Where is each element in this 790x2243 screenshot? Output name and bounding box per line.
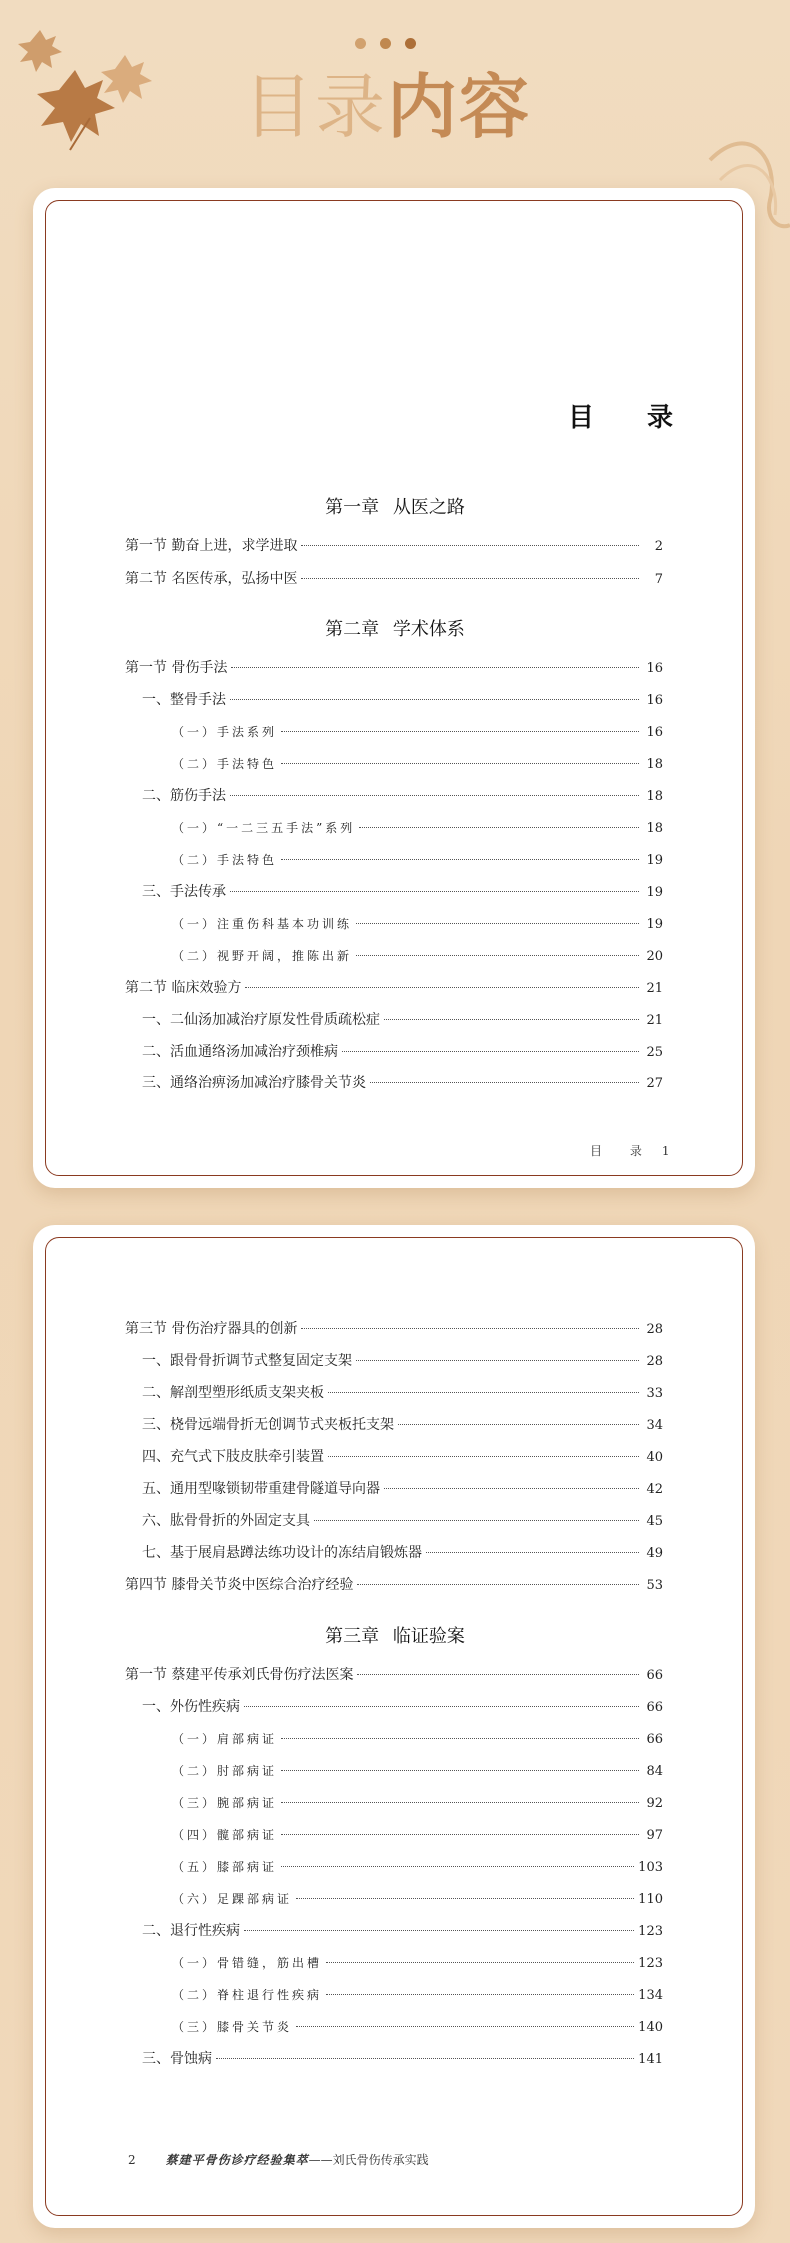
toc-entry[interactable]: [142, 1542, 663, 1564]
toc-entry[interactable]: [125, 535, 663, 557]
dot-leader: [231, 667, 639, 668]
toc-entry[interactable]: [172, 2016, 663, 2038]
toc-entry-label: （五）膝部病证: [172, 1860, 278, 1874]
toc-entry[interactable]: [172, 1952, 663, 1974]
chapter-heading: 第一章 从医之路: [325, 497, 465, 518]
toc-entry[interactable]: [142, 1696, 663, 1718]
toc-entry-label: 二、活血通络汤加减治疗颈椎病: [142, 1044, 338, 1060]
toc-entry-label: 第三节 骨伤治疗器具的创新: [125, 1321, 298, 1337]
dot-leader: [281, 1770, 639, 1771]
toc-entry-label: （一）“一二三五手法”系列: [172, 821, 356, 835]
toc-entry[interactable]: [172, 945, 663, 967]
banner-title-bold: 内容: [387, 66, 531, 148]
dot: [355, 38, 366, 49]
toc-entry-label: （三）腕部病证: [172, 1796, 278, 1810]
toc-entry[interactable]: [142, 1414, 663, 1436]
toc-entry-label: 四、充气式下肢皮肤牵引装置: [142, 1449, 324, 1465]
dot-leader: [326, 1994, 634, 1995]
maple-leaves-icon: [0, 0, 200, 170]
toc-entry-label: （一）骨错缝，筋出槽: [172, 1956, 323, 1970]
toc-entry[interactable]: [142, 1350, 663, 1372]
toc-entry[interactable]: [142, 689, 663, 711]
toc-entry[interactable]: [172, 721, 663, 743]
toc-entry-label: 六、肱骨骨折的外固定支具: [142, 1513, 310, 1529]
dot-leader: [426, 1552, 639, 1553]
toc-entry[interactable]: [125, 977, 663, 999]
dot: [380, 38, 391, 49]
toc-entry-page: 141: [638, 2052, 663, 2067]
toc-entry[interactable]: [142, 2048, 663, 2070]
toc-entry-label: 五、通用型喙锁韧带重建骨隧道导向器: [142, 1481, 380, 1497]
dot-leader: [216, 2058, 634, 2059]
toc-entry-label: 第二节 名医传承，弘扬中医: [125, 571, 298, 587]
toc-entry-page: 7: [654, 572, 663, 587]
dot-leader: [281, 763, 639, 764]
dot-leader: [301, 545, 639, 546]
dot-leader: [301, 578, 639, 579]
toc-entry[interactable]: [125, 1664, 663, 1686]
toc-entry-page: 66: [646, 1700, 663, 1715]
toc-entry-page: 16: [646, 693, 663, 708]
toc-entry-page: 19: [646, 885, 663, 900]
toc-entry-page: 18: [646, 789, 663, 804]
toc-entry-page: 49: [646, 1546, 663, 1561]
footer-label: 目 录: [590, 1144, 654, 1158]
toc-entry-label: （一）注重伤科基本功训练: [172, 917, 353, 931]
toc-entry-label: （二）脊柱退行性疾病: [172, 1988, 323, 2002]
toc-entry[interactable]: [172, 753, 663, 775]
toc-entry-page: 110: [638, 1892, 663, 1907]
toc-entry[interactable]: [172, 1760, 663, 1782]
toc-entry[interactable]: [142, 1446, 663, 1468]
dot-leader: [328, 1456, 639, 1457]
toc-entry-label: 三、通络治痹汤加减治疗膝骨关节炎: [142, 1075, 366, 1091]
header-banner: [0, 0, 790, 190]
toc-entry-label: 一、跟骨骨折调节式整复固定支架: [142, 1353, 352, 1369]
toc-entry-label: 三、骨蚀病: [142, 2051, 212, 2067]
toc-entry-page: 97: [646, 1828, 663, 1843]
toc-entry[interactable]: [142, 1478, 663, 1500]
dot-leader: [245, 987, 639, 988]
toc-entry[interactable]: [125, 657, 663, 679]
toc-entry-page: 42: [646, 1482, 663, 1497]
dot-leader: [296, 1898, 634, 1899]
toc-entry[interactable]: [142, 1072, 663, 1094]
toc-entry[interactable]: [172, 1792, 663, 1814]
toc-entry-page: 19: [646, 853, 663, 868]
toc-entry[interactable]: [142, 1382, 663, 1404]
page-footer: [128, 2151, 429, 2168]
toc-entry[interactable]: [125, 1318, 663, 1340]
toc-entry-label: 第一节 蔡建平传承刘氏骨伤疗法医案: [125, 1667, 354, 1683]
toc-entry-label: （二）手法特色: [172, 853, 278, 867]
toc-entry-page: 16: [646, 725, 663, 740]
toc-entry[interactable]: [172, 1888, 663, 1910]
dot-leader: [296, 2026, 634, 2027]
toc-entry-page: 40: [646, 1450, 663, 1465]
toc-entry-label: 一、整骨手法: [142, 692, 226, 708]
toc-entry-page: 84: [646, 1764, 663, 1779]
toc-entry[interactable]: [172, 1856, 663, 1878]
toc-entry-page: 92: [646, 1796, 663, 1811]
toc-entry-page: 20: [646, 949, 663, 964]
page-title: 目 录: [567, 403, 695, 433]
toc-entry-page: 103: [638, 1860, 663, 1875]
dot-leader: [244, 1930, 634, 1931]
dot-leader: [398, 1424, 639, 1425]
toc-entry-label: 第一节 骨伤手法: [125, 660, 228, 676]
toc-entry-page: 16: [646, 661, 663, 676]
page-footer: [590, 1142, 669, 1159]
toc-entry-label: 三、手法传承: [142, 884, 226, 900]
toc-entry-label: 一、二仙汤加减治疗原发性骨质疏松症: [142, 1012, 380, 1028]
toc-entry-label: （六）足踝部病证: [172, 1892, 293, 1906]
dot-leader: [384, 1019, 639, 1020]
toc-entry-label: 七、基于展肩悬蹲法练功设计的冻结肩锻炼器: [142, 1545, 422, 1561]
dot-leader: [230, 891, 639, 892]
dot-leader: [281, 731, 639, 732]
toc-entry-label: （二）手法特色: [172, 757, 278, 771]
dot-leader: [281, 859, 639, 860]
dot-leader: [357, 1584, 639, 1585]
toc-entry[interactable]: [172, 849, 663, 871]
toc-entry-page: 33: [646, 1386, 663, 1401]
dot-leader: [384, 1488, 639, 1489]
toc-entry-page: 123: [638, 1956, 663, 1971]
dot-leader: [281, 1738, 639, 1739]
toc-entry[interactable]: [172, 1984, 663, 2006]
toc-entry-page: 18: [646, 757, 663, 772]
toc-entry-page: 18: [646, 821, 663, 836]
chapter-heading: 第二章 学术体系: [325, 619, 465, 640]
toc-entry-page: 19: [646, 917, 663, 932]
toc-entry-page: 34: [646, 1418, 663, 1433]
decorative-dots: [355, 38, 416, 49]
toc-entry-page: 123: [638, 1924, 663, 1939]
dot-leader: [370, 1082, 639, 1083]
dot: [405, 38, 416, 49]
toc-entry[interactable]: [142, 1009, 663, 1031]
dot-leader: [356, 923, 639, 924]
toc-entry[interactable]: [172, 913, 663, 935]
toc-entry-label: （三）膝骨关节炎: [172, 2020, 293, 2034]
dot-leader: [281, 1866, 634, 1867]
page-number: 2: [128, 2153, 136, 2167]
toc-entry-label: 一、外伤性疾病: [142, 1699, 240, 1715]
toc-entry[interactable]: [125, 1574, 663, 1596]
page-number: 1: [661, 1144, 670, 1158]
book-subtitle: ——刘氏骨伤传承实践: [308, 2153, 429, 2167]
banner-title: [243, 66, 531, 148]
toc-entry-page: 28: [646, 1354, 663, 1369]
dot-leader: [230, 795, 639, 796]
toc-entry-page: 134: [638, 1988, 663, 2003]
chapter-heading: 第三章 临证验案: [325, 1626, 465, 1647]
dot-leader: [357, 1674, 639, 1675]
banner-title-light: 目录: [243, 66, 387, 148]
toc-entry-label: 第二节 临床效验方: [125, 980, 242, 996]
dot-leader: [244, 1706, 639, 1707]
dot-leader: [328, 1392, 639, 1393]
toc-entry-label: （二）视野开阔，推陈出新: [172, 949, 353, 963]
toc-entry[interactable]: [172, 1728, 663, 1750]
toc-entry-label: （四）髋部病证: [172, 1828, 278, 1842]
toc-entry-label: 第四节 膝骨关节炎中医综合治疗经验: [125, 1577, 354, 1593]
toc-entry[interactable]: [142, 1510, 663, 1532]
toc-entry[interactable]: [142, 1041, 663, 1063]
toc-entry-page: 25: [646, 1045, 663, 1060]
toc-entry[interactable]: [125, 568, 663, 590]
dot-leader: [230, 699, 639, 700]
toc-entry-page: 53: [646, 1578, 663, 1593]
toc-entry-page: 28: [646, 1322, 663, 1337]
dot-leader: [281, 1834, 639, 1835]
toc-entry-label: （一）肩部病证: [172, 1732, 278, 1746]
toc-entry-label: （二）肘部病证: [172, 1764, 278, 1778]
toc-entry[interactable]: [142, 1920, 663, 1942]
toc-entry-page: 66: [646, 1668, 663, 1683]
dot-leader: [326, 1962, 634, 1963]
toc-entry[interactable]: [142, 881, 663, 903]
dot-leader: [301, 1328, 639, 1329]
dot-leader: [314, 1520, 639, 1521]
dot-leader: [359, 827, 639, 828]
toc-entry-page: 2: [654, 539, 663, 554]
book-title: 蔡建平骨伤诊疗经验集萃: [165, 2153, 309, 2167]
toc-entry-page: 140: [638, 2020, 663, 2035]
toc-page-card-2: [33, 1225, 755, 2228]
toc-entry-page: 21: [646, 1013, 663, 1028]
dot-leader: [342, 1051, 639, 1052]
toc-entry[interactable]: [142, 785, 663, 807]
toc-entry-label: 二、解剖型塑形纸质支架夹板: [142, 1385, 324, 1401]
toc-entry-label: 第一节 勤奋上进，求学进取: [125, 538, 298, 554]
toc-entry-page: 66: [646, 1732, 663, 1747]
toc-entry-label: 三、桡骨远端骨折无创调节式夹板托支架: [142, 1417, 394, 1433]
dot-leader: [281, 1802, 639, 1803]
toc-entry[interactable]: [172, 817, 663, 839]
dot-leader: [356, 1360, 639, 1361]
toc-entry-label: 二、筋伤手法: [142, 788, 226, 804]
toc-entry-label: 二、退行性疾病: [142, 1923, 240, 1939]
toc-entry-page: 21: [646, 981, 663, 996]
toc-entry-label: （一）手法系列: [172, 725, 278, 739]
toc-entry[interactable]: [172, 1824, 663, 1846]
dot-leader: [356, 955, 639, 956]
toc-entry-page: 27: [646, 1076, 663, 1091]
toc-entry-page: 45: [646, 1514, 663, 1529]
toc-page-card-1: [33, 188, 755, 1188]
